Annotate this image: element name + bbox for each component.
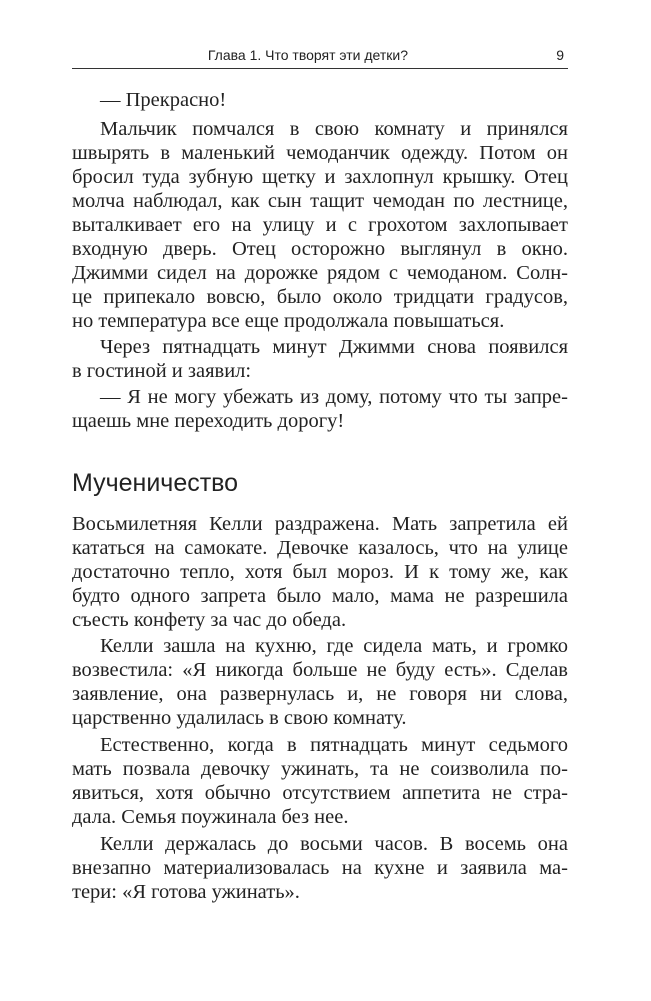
text-line: Через пятнадцать минут Джимми снова появился: [100, 336, 568, 358]
text-line: — Я не могу убежать из дому, потому что ты запре-: [100, 386, 568, 408]
text-line: молча наблюдал, как сын тащит чемодан по лестнице,: [72, 190, 568, 212]
text-line: мать позвала девочку ужинать, та не соизволила по-: [72, 758, 568, 780]
chapter-title: Глава 1. Что творят эти детки?: [207, 47, 408, 63]
running-head: [72, 44, 568, 69]
text-line: це припекало вовсю, было около тридцати градусов,: [72, 286, 568, 308]
text-line: возвестила: «Я никогда больше не буду есть». Сделав: [72, 659, 568, 681]
text-line: тери: «Я готова ужинать».: [72, 881, 300, 903]
text-line: выталкивает его на улицу и с грохотом захлопывает: [72, 214, 568, 236]
text-line: — Прекрасно!: [100, 89, 227, 111]
text-line: но температура все еще продолжала повышаться.: [72, 310, 505, 332]
section-heading: Мученичество: [72, 469, 239, 497]
text-line: Джимми сидел на дорожке рядом с чемоданом. Солн-: [72, 262, 568, 284]
text-line: дала. Семья поужинала без нее.: [72, 806, 349, 828]
text-line: Келли держалась до восьми часов. В восемь она: [100, 833, 568, 855]
text-line: царственно удалилась в свою комнату.: [72, 707, 407, 729]
text-line: бросил туда зубную щетку и захлопнул крышку. Отец: [72, 166, 568, 188]
text-line: заявление, она развернулась и, не говоря ни слова,: [72, 683, 568, 705]
text-line: съесть конфету за час до обеда.: [72, 609, 347, 631]
text-line: Келли зашла на кухню, где сидела мать, и громко: [100, 635, 568, 657]
text-line: явиться, хотя обычно отсутствием аппетита не стра-: [72, 782, 568, 804]
text-line: достаточно тепло, хотя был мороз. И к тому же, как: [72, 561, 568, 583]
text-line: Мальчик помчался в свою комнату и принялся: [100, 118, 568, 140]
text-line: кататься на самокате. Девочке казалось, что на улице: [72, 537, 568, 559]
text-line: входную дверь. Отец осторожно выглянул в окно.: [72, 238, 568, 260]
text-line: Восьмилетняя Келли раздражена. Мать запретила ей: [72, 513, 568, 535]
text-line: внезапно материализовалась на кухне и заявила ма-: [72, 857, 568, 879]
text-line: Естественно, когда в пятнадцать минут седьмого: [100, 734, 568, 756]
text-line: будто одного запрета было мало, мама не разрешила: [72, 585, 568, 607]
text-line: щаешь мне переходить дорогу!: [72, 410, 345, 432]
text-line: в гостиной и заявил:: [72, 360, 252, 382]
page-number: 9: [556, 47, 564, 63]
text-line: швырять в маленький чемоданчик одежду. Потом он: [72, 142, 568, 164]
